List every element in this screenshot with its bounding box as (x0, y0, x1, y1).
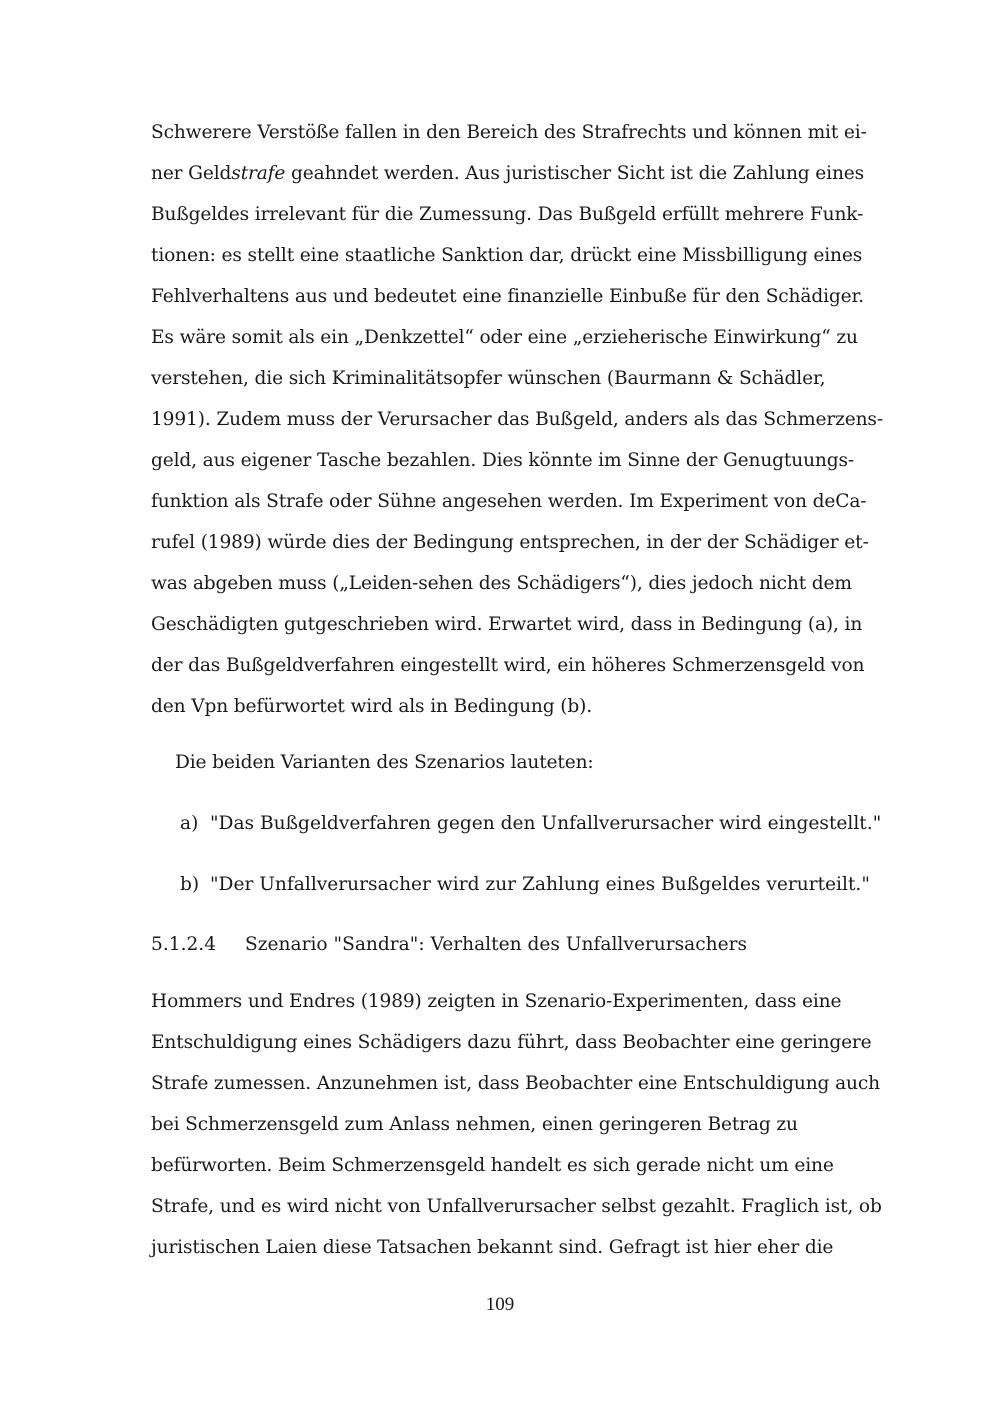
page-number: 109 (485, 1294, 515, 1315)
paragraph-line: befürworten. Beim Schmerzensgeld handelt es sich gerade nicht um eine (151, 1155, 834, 1176)
list-item-label: a) (180, 813, 199, 834)
line-text: geahndet werden. Aus juristischer Sicht ist die Zahlung eines (285, 163, 865, 184)
paragraph-line: geld, aus eigener Tasche bezahlen. Dies könnte im Sinne der Genugtuungs- (151, 450, 855, 471)
paragraph-line: Fehlverhaltens aus und bedeutet eine finanzielle Einbuße für den Schädiger. (151, 286, 864, 307)
section-number: 5.1.2.4 (151, 934, 217, 955)
paragraph-line: was abgeben muss („Leiden-sehen des Schädigers“), dies jedoch nicht dem (151, 573, 852, 594)
paragraph-line: juristischen Laien diese Tatsachen bekannt sind. Gefragt ist hier eher die (151, 1237, 834, 1258)
paragraph-line: 1991). Zudem muss der Verursacher das Bußgeld, anders als das Schmerzens- (151, 409, 883, 430)
paragraph-line: bei Schmerzensgeld zum Anlass nehmen, einen geringeren Betrag zu (151, 1114, 798, 1135)
paragraph-line: den Vpn befürwortet wird als in Bedingung (b). (151, 696, 592, 717)
paragraph-line (151, 162, 865, 186)
list-item-text: "Der Unfallverursacher wird zur Zahlung eines Bußgeldes verurteilt." (210, 874, 870, 895)
paragraph-line: Strafe, und es wird nicht von Unfallverursacher selbst gezahlt. Fraglich ist, ob (151, 1196, 882, 1217)
paragraph-line: verstehen, die sich Kriminalitätsopfer wünschen (Baurmann & Schädler, (151, 368, 826, 389)
intro-sentence: Die beiden Varianten des Szenarios lauteten: (175, 752, 594, 773)
paragraph-line: funktion als Strafe oder Sühne angesehen werden. Im Experiment von deCa- (151, 491, 867, 512)
paragraph-line: Es wäre somit als ein „Denkzettel“ oder eine „erzieherische Einwirkung“ zu (151, 327, 858, 348)
list-item-label: b) (180, 874, 200, 895)
paragraph-line: Entschuldigung eines Schädigers dazu führt, dass Beobachter eine geringere (151, 1032, 872, 1053)
paragraph-line: Hommers und Endres (1989) zeigten in Szenario-Experimenten, dass eine (151, 991, 842, 1012)
paragraph-line: Geschädigten gutgeschrieben wird. Erwartet wird, dass in Bedingung (a), in (151, 614, 863, 635)
list-item-text: "Das Bußgeldverfahren gegen den Unfallverursacher wird eingestellt." (210, 813, 882, 834)
paragraph-line: Strafe zumessen. Anzunehmen ist, dass Beobachter eine Entschuldigung auch (151, 1073, 880, 1094)
line-text: ner Geld (151, 163, 232, 184)
paragraph-line: Schwerere Verstöße fallen in den Bereich des Strafrechts und können mit ei- (151, 122, 867, 143)
paragraph-line: der das Bußgeldverfahren eingestellt wird, ein höheres Schmerzensgeld von (151, 655, 865, 676)
paragraph-line: rufel (1989) würde dies der Bedingung entsprechen, in der der Schädiger et- (151, 532, 869, 553)
paragraph-line: tionen: es stellt eine staatliche Sanktion dar, drückt eine Missbilligung eines (151, 245, 863, 266)
italic-term: strafe (231, 163, 286, 184)
paragraph-line: Bußgeldes irrelevant für die Zumessung. Das Bußgeld erfüllt mehrere Funk- (151, 204, 864, 225)
section-title: Szenario "Sandra": Verhalten des Unfallverursachers (245, 934, 748, 955)
